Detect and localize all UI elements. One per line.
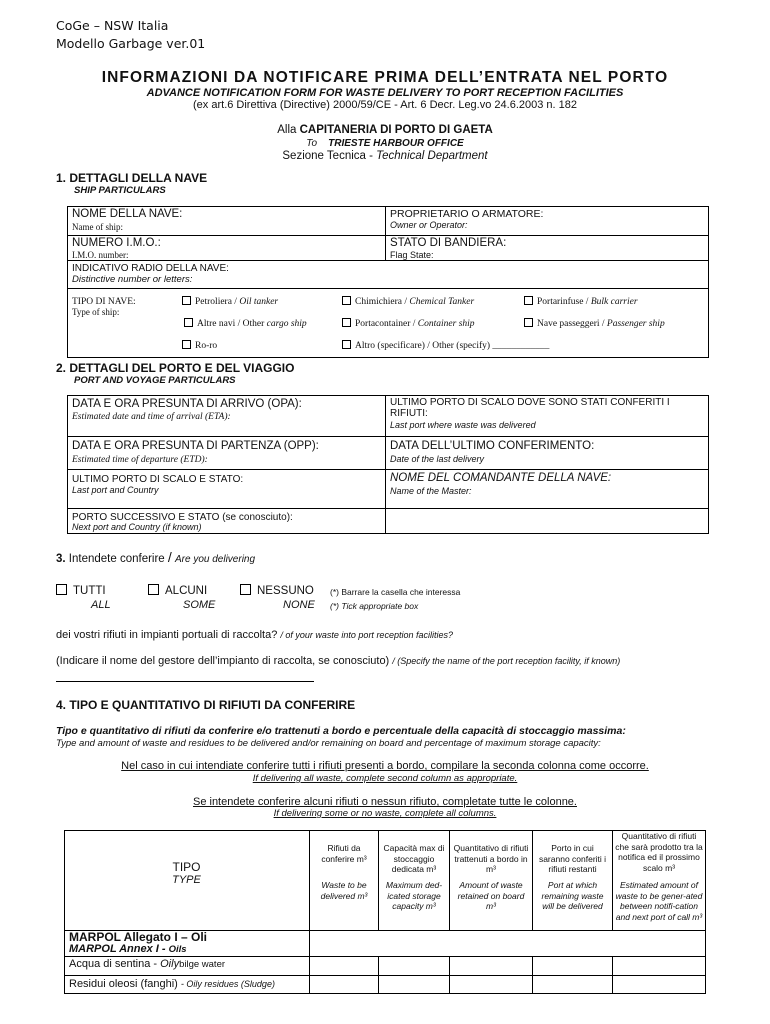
address-section-it: Sezione Tecnica -	[282, 150, 373, 162]
col-waste-delivered-header: Rifiuti da conferire m³	[321, 843, 367, 864]
marpol-annex-i-title: MARPOL Allegato I – Oli	[69, 930, 208, 944]
option-all-en: ALL	[91, 599, 111, 611]
checkbox-icon[interactable]	[342, 296, 351, 305]
section4-title: 4. TIPO E QUANTITATIVO DI RIFIUTI DA CONFERIRE	[56, 698, 356, 712]
divider	[67, 469, 709, 470]
last-port-en: Last port and Country	[72, 485, 159, 495]
col-port-header: Porto in cui saranno conferiti i rifiuti restanti	[538, 843, 607, 874]
ship-type-en: Type of ship:	[72, 307, 120, 317]
option-none[interactable]: NESSUNO	[240, 584, 314, 597]
col-port-header-en: Port at which remaining waste will be delivered	[541, 880, 604, 911]
facility-name-prompt: (Indicare il nome del gestore dell’impianto di raccolta, se conosciuto) / (Specify the name of the port reception facility, if known)	[56, 655, 621, 667]
section4-heading-en: Type and amount of waste and residues to be delivered and/or remaining on board and percentage of maximum storage capacity:	[56, 738, 601, 749]
imo-field[interactable]: NUMERO I.M.O.:	[72, 237, 161, 249]
col-generated-header: Quantitativo di rifiuti che sarà prodotto tra la notifica ed il prossimo scalo m³	[615, 831, 703, 873]
address-prefix: Alla	[277, 124, 297, 136]
header-model: Modello Garbage ver.01	[56, 36, 206, 51]
ship-type-passenger[interactable]: Nave passeggeri / Passenger ship	[524, 318, 665, 330]
last-delivery-field[interactable]: DATA DELL’ULTIMO CONFERIMENTO:	[390, 440, 595, 452]
address-section	[0, 150, 770, 162]
divider	[64, 956, 706, 957]
reception-question: dei vostri rifiuti in impianti portuali di raccolta? / of your waste into port reception facilities?	[56, 629, 453, 641]
section1-subtitle: SHIP PARTICULARS	[74, 185, 166, 196]
callsign-en: Distinctive number or letters:	[72, 274, 193, 285]
instruction-all-en: If delivering all waste, complete second column as appropriate.	[252, 773, 518, 784]
eta-field[interactable]: DATA E ORA PRESUNTA DI ARRIVO (OPA):	[72, 398, 302, 410]
ship-type-roro[interactable]: Ro-ro	[182, 340, 217, 352]
tick-note: (*) Barrare la casella che interessa	[330, 587, 461, 597]
last-port-field[interactable]: ULTIMO PORTO DI SCALO E STATO:	[72, 474, 244, 485]
section2-subtitle: PORT AND VOYAGE PARTICULARS	[74, 375, 236, 386]
address-to	[0, 138, 770, 149]
section1-title: 1. DETTAGLI DELLA NAVE	[56, 171, 208, 185]
divider	[385, 395, 386, 534]
col-type-header-en: TYPE	[172, 874, 201, 886]
ship-type-chemical-tanker[interactable]: Chimichiera / Chemical Tanker	[342, 296, 474, 308]
ship-type-container[interactable]: Portacontainer / Container ship	[342, 318, 475, 330]
callsign-field[interactable]: INDICATIVO RADIO DELLA NAVE:	[72, 263, 229, 274]
checkbox-icon[interactable]	[240, 584, 251, 595]
checkbox-icon[interactable]	[184, 318, 193, 327]
divider	[385, 206, 386, 260]
divider	[67, 260, 709, 261]
authority-name: CAPITANERIA DI PORTO DI GAETA	[299, 124, 493, 136]
form-title-english: ADVANCE NOTIFICATION FORM FOR WASTE DELIVERY TO PORT RECEPTION FACILITIES	[146, 87, 624, 99]
tick-note-en: (*) Tick appropriate box	[330, 601, 419, 611]
checkbox-icon[interactable]	[182, 296, 191, 305]
col-waste-delivered-header-en: Waste to be delivered m³	[320, 880, 368, 901]
divider	[67, 508, 709, 509]
form-header	[56, 17, 205, 53]
owner-field[interactable]: PROPRIETARIO O ARMATORE:	[390, 208, 544, 220]
ship-type-other-specify[interactable]: Altro (specificare) / Other (specify) ____________	[342, 340, 549, 352]
option-none-en: NONE	[283, 599, 315, 611]
last-port-waste-field[interactable]: ULTIMO PORTO DI SCALO DOVE SONO STATI CONFERITI I RIFIUTI:	[390, 397, 670, 419]
divider	[67, 288, 709, 289]
address-section-en: Technical Department	[376, 150, 488, 162]
divider	[449, 830, 450, 930]
instruction-some: Se intendete conferire alcuni rifiuti o nessun rifiuto, completate tutte le colonne.	[192, 796, 577, 808]
col-type-header: TIPO	[172, 860, 201, 874]
next-port-en: Next port and Country (if known)	[72, 522, 202, 532]
instruction-some-en: If delivering some or no waste, complete all columns.	[273, 808, 497, 819]
instruction-all: Nel caso in cui intendiate conferire tutti i rifiuti presenti a bordo, compilare la seconda colonna come occorre.	[121, 760, 649, 772]
checkbox-icon[interactable]	[342, 340, 351, 349]
checkbox-icon[interactable]	[56, 584, 67, 595]
address-to-prefix: To	[306, 138, 318, 149]
marpol-annex-i-title-en: MARPOL Annex I - Oils	[69, 943, 187, 955]
checkbox-icon[interactable]	[342, 318, 351, 327]
last-port-waste-en: Last port where waste was delivered	[390, 420, 536, 430]
col-storage-header-en: Maximum ded-icated storage capacity m³	[385, 880, 443, 911]
master-name-field[interactable]: NOME DEL COMANDANTE DELLA NAVE:	[390, 472, 612, 484]
divider	[612, 830, 613, 930]
imo-en: I.M.O. number:	[72, 250, 129, 260]
col-retained-header: Quantitativo di rifiuti trattenuti a bordo in m³	[453, 843, 529, 874]
row-oily-residues-label: Residui oleosi (fanghi) - Oily residues (Sludge)	[69, 978, 275, 990]
row-bilge-water-label: Acqua di sentina - Oilybilge water	[69, 958, 226, 970]
divider	[67, 235, 709, 236]
master-name-en: Name of the Master:	[390, 486, 472, 496]
ship-type-other-cargo[interactable]: Altre navi / Other cargo ship	[184, 318, 307, 330]
divider	[378, 830, 379, 930]
ship-type-oil-tanker[interactable]: Petroliera / Oil tanker	[182, 296, 278, 308]
ship-name-field[interactable]: NOME DELLA NAVE:	[72, 208, 183, 220]
next-port-field[interactable]: PORTO SUCCESSIVO E STATO (se conosciuto):	[72, 512, 293, 523]
eta-en: Estimated date and time of arrival (ETA):	[72, 412, 231, 422]
col-retained-header-en: Amount of waste retained on board m³	[457, 880, 525, 911]
col-storage-header: Capacità max di stoccaggio dedicata m³	[383, 843, 445, 874]
checkbox-icon[interactable]	[524, 296, 533, 305]
facility-name-input-line[interactable]	[56, 681, 314, 682]
ship-name-en: Name of ship:	[72, 222, 123, 232]
checkbox-icon[interactable]	[524, 318, 533, 327]
form-title: INFORMAZIONI DA NOTIFICARE PRIMA DELL’ENTRATA NEL PORTO	[101, 69, 669, 86]
divider	[309, 830, 310, 994]
option-some[interactable]: ALCUNI	[148, 584, 207, 597]
checkbox-icon[interactable]	[182, 340, 191, 349]
form-legal-reference: (ex art.6 Direttiva (Directive) 2000/59/CE - Art. 6 Decr. Leg.vo 24.6.2003 n. 182	[193, 99, 577, 111]
option-all[interactable]: TUTTI	[56, 584, 106, 597]
section3-title: 3. Intendete conferire / Are you delivering	[56, 549, 256, 565]
divider	[64, 975, 706, 976]
etd-en: Estimated time of departure (ETD):	[72, 455, 208, 465]
address-to-office: TRIESTE HARBOUR OFFICE	[328, 138, 464, 149]
header-org: CoGe – NSW Italia	[56, 18, 169, 33]
divider	[67, 436, 709, 437]
ship-type-label: TIPO DI NAVE:	[72, 297, 136, 307]
flag-state-field[interactable]: STATO DI BANDIERA:	[390, 237, 507, 249]
col-generated-header-en: Estimated amount of waste to be gener-ated between notifi-cation and next port of call m³	[615, 880, 703, 922]
ship-type-bulk-carrier[interactable]: Portarinfuse / Bulk carrier	[524, 296, 638, 308]
owner-en: Owner or Operator:	[390, 220, 468, 230]
option-some-en: SOME	[183, 599, 216, 611]
section2-title: 2. DETTAGLI DEL PORTO E DEL VIAGGIO	[56, 361, 295, 375]
address-authority	[0, 124, 770, 136]
last-delivery-en: Date of the last delivery	[390, 454, 485, 464]
flag-state-en: Flag State:	[390, 250, 434, 260]
etd-field[interactable]: DATA E ORA PRESUNTA DI PARTENZA (OPP):	[72, 440, 319, 452]
checkbox-icon[interactable]	[148, 584, 159, 595]
divider	[532, 830, 533, 930]
section4-heading: Tipo e quantitativo di rifiuti da conferire e/o trattenuti a bordo e percentuale della capacità di stoccaggio massima:	[56, 725, 626, 737]
